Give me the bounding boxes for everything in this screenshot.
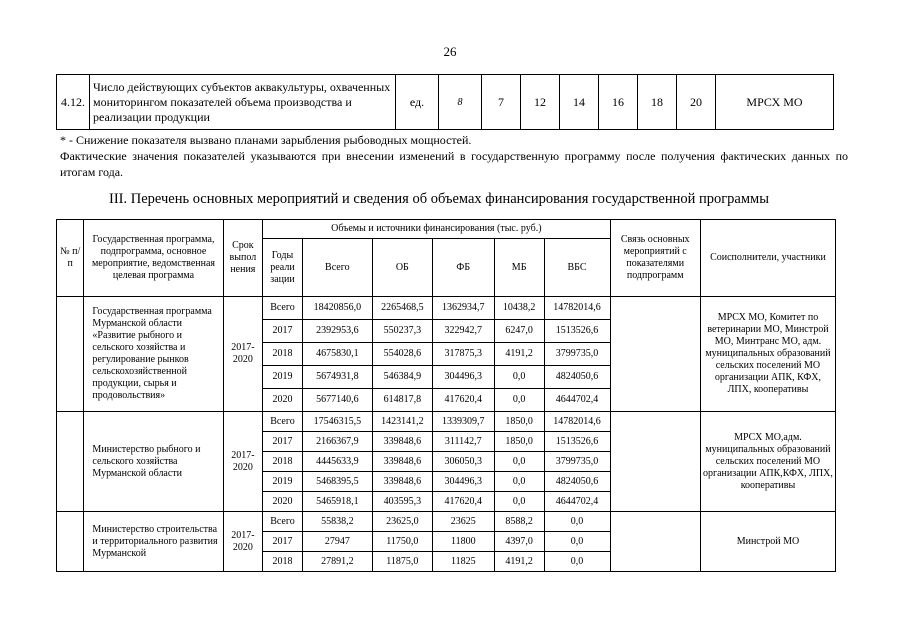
cell-total: 5468395,5 xyxy=(302,472,372,492)
cell-vbs: 0,0 xyxy=(544,512,610,532)
indicator-value: 7 xyxy=(482,75,521,130)
cell-fb: 304496,3 xyxy=(432,472,494,492)
page-number: 26 xyxy=(443,44,457,59)
cell-year: 2018 xyxy=(263,552,303,572)
block-term: 2017-2020 xyxy=(223,297,263,412)
cell-ob: 546384,9 xyxy=(372,366,432,389)
cell-vbs: 4824050,6 xyxy=(544,472,610,492)
cell-total: 2392953,6 xyxy=(302,320,372,343)
cell-fb: 11800 xyxy=(432,532,494,552)
cell-year: 2018 xyxy=(263,452,303,472)
cell-fb: 311142,7 xyxy=(432,432,494,452)
header-total: Всего xyxy=(302,239,372,297)
indicator-value: 20 xyxy=(677,75,716,130)
cell-vbs: 4824050,6 xyxy=(544,366,610,389)
header-fb: ФБ xyxy=(432,239,494,297)
block-name: Министерство строительства и территориального развития Мурманской xyxy=(84,512,223,572)
cell-fb: 306050,3 xyxy=(432,452,494,472)
table-row xyxy=(57,412,836,432)
indicator-unit: ед. xyxy=(396,75,439,130)
header-years: Годы реали зации xyxy=(263,239,303,297)
cell-fb: 23625 xyxy=(432,512,494,532)
cell-vbs: 1513526,6 xyxy=(544,320,610,343)
cell-fb: 417620,4 xyxy=(432,389,494,412)
cell-ob: 403595,3 xyxy=(372,492,432,512)
cell-total: 27947 xyxy=(302,532,372,552)
cell-ob: 11875,0 xyxy=(372,552,432,572)
cell-ob: 1423141,2 xyxy=(372,412,432,432)
cell-fb: 322942,7 xyxy=(432,320,494,343)
cell-vbs: 4644702,4 xyxy=(544,389,610,412)
cell-ob: 614817,8 xyxy=(372,389,432,412)
cell-total: 5674931,8 xyxy=(302,366,372,389)
cell-vbs: 3799735,0 xyxy=(544,452,610,472)
cell-mb: 8588,2 xyxy=(494,512,544,532)
row-number xyxy=(57,297,84,412)
cell-total: 18420856,0 xyxy=(302,297,372,320)
block-term: 2017-2020 xyxy=(223,512,263,572)
indicator-number: 4.12. xyxy=(57,75,90,130)
header-funding: Объемы и источники финансирования (тыс. руб.) xyxy=(263,220,610,239)
indicator-responsible: МРСХ МО xyxy=(716,75,834,130)
block-link xyxy=(610,297,700,412)
cell-vbs: 14782014,6 xyxy=(544,297,610,320)
cell-fb: 1362934,7 xyxy=(432,297,494,320)
cell-fb: 11825 xyxy=(432,552,494,572)
cell-fb: 304496,3 xyxy=(432,366,494,389)
block-link xyxy=(610,512,700,572)
footnote: * - Снижение показателя вызвано планами зарыбления рыбоводных мощностей. xyxy=(60,133,472,147)
indicator-value: 16 xyxy=(599,75,638,130)
header-num: № п/п xyxy=(57,220,84,297)
header-program: Государственная программа, подпрограмма, основное мероприятие, ведомственная целевая программа xyxy=(84,220,223,297)
cell-year: 2020 xyxy=(263,389,303,412)
cell-total: 27891,2 xyxy=(302,552,372,572)
cell-total: 5465918,1 xyxy=(302,492,372,512)
row-number xyxy=(57,412,84,512)
cell-ob: 339848,6 xyxy=(372,452,432,472)
cell-mb: 0,0 xyxy=(494,452,544,472)
cell-fb: 317875,3 xyxy=(432,343,494,366)
cell-mb: 1850,0 xyxy=(494,432,544,452)
indicator-row xyxy=(57,75,834,130)
cell-mb: 6247,0 xyxy=(494,320,544,343)
cell-ob: 11750,0 xyxy=(372,532,432,552)
cell-total: 5677140,6 xyxy=(302,389,372,412)
cell-year: Всего xyxy=(263,412,303,432)
cell-vbs: 4644702,4 xyxy=(544,492,610,512)
block-executors: МРСХ МО,адм. муниципальных образований сельских поселений МО организации АПК,КФХ, ЛПХ, кооперативы xyxy=(700,412,835,512)
cell-fb: 417620,4 xyxy=(432,492,494,512)
indicator-value: 12 xyxy=(521,75,560,130)
header-term: Срок выпол нения xyxy=(223,220,263,297)
cell-vbs: 1513526,6 xyxy=(544,432,610,452)
cell-ob: 23625,0 xyxy=(372,512,432,532)
cell-year: 2017 xyxy=(263,320,303,343)
indicator-name: Число действующих субъектов аквакультуры, охваченных мониторингом показателей объема производства и реализации продукции xyxy=(90,75,396,130)
cell-ob: 339848,6 xyxy=(372,472,432,492)
cell-year: Всего xyxy=(263,297,303,320)
block-executors: МРСХ МО, Комитет по ветеринарии МО, Минстрой МО, Минтранс МО, адм. муниципальных образований сельских поселений МО организации АПК, КФХ, ЛПХ, кооперативы xyxy=(700,297,835,412)
header-mb: МБ xyxy=(494,239,544,297)
cell-year: 2019 xyxy=(263,472,303,492)
cell-ob: 550237,3 xyxy=(372,320,432,343)
cell-mb: 4191,2 xyxy=(494,552,544,572)
header-link: Связь основных мероприятий с показателями подпрограмм xyxy=(610,220,700,297)
header-executors: Соисполнители, участники xyxy=(700,220,835,297)
cell-ob: 339848,6 xyxy=(372,432,432,452)
indicator-table xyxy=(56,74,834,130)
indicator-value: 14 xyxy=(560,75,599,130)
block-executors: Минстрой МО xyxy=(700,512,835,572)
indicator-mark: 8 xyxy=(439,75,482,130)
cell-total: 4675830,1 xyxy=(302,343,372,366)
cell-total: 17546315,5 xyxy=(302,412,372,432)
cell-mb: 10438,2 xyxy=(494,297,544,320)
cell-mb: 0,0 xyxy=(494,492,544,512)
cell-year: 2018 xyxy=(263,343,303,366)
cell-mb: 1850,0 xyxy=(494,412,544,432)
financing-table xyxy=(56,219,836,572)
table-row xyxy=(57,512,836,532)
cell-vbs: 3799735,0 xyxy=(544,343,610,366)
cell-vbs: 0,0 xyxy=(544,532,610,552)
block-name: Министерство рыбного и сельского хозяйства Мурманской области xyxy=(84,412,223,512)
block-link xyxy=(610,412,700,512)
cell-mb: 0,0 xyxy=(494,389,544,412)
cell-fb: 1339309,7 xyxy=(432,412,494,432)
indicator-value: 18 xyxy=(638,75,677,130)
cell-year: Всего xyxy=(263,512,303,532)
cell-vbs: 14782014,6 xyxy=(544,412,610,432)
cell-mb: 4397,0 xyxy=(494,532,544,552)
cell-ob: 2265468,5 xyxy=(372,297,432,320)
header-ob: ОБ xyxy=(372,239,432,297)
header-vbs: ВБС xyxy=(544,239,610,297)
cell-mb: 0,0 xyxy=(494,472,544,492)
cell-total: 2166367,9 xyxy=(302,432,372,452)
fact-note: Фактические значения показателей указываются при внесении изменений в государственную программу после получения фактических данных по итогам года. xyxy=(60,149,848,179)
block-name: Государственная программа Мурманской области «Развитие рыбного и сельского хозяйства и регулирование рынков сельскохозяйственной продукции, сырья и продовольствия» xyxy=(84,297,223,412)
table-row xyxy=(57,297,836,320)
cell-year: 2019 xyxy=(263,366,303,389)
cell-mb: 4191,2 xyxy=(494,343,544,366)
cell-total: 4445633,9 xyxy=(302,452,372,472)
cell-year: 2020 xyxy=(263,492,303,512)
cell-year: 2017 xyxy=(263,532,303,552)
cell-ob: 554028,6 xyxy=(372,343,432,366)
row-number xyxy=(57,512,84,572)
block-term: 2017-2020 xyxy=(223,412,263,512)
cell-total: 55838,2 xyxy=(302,512,372,532)
cell-year: 2017 xyxy=(263,432,303,452)
cell-vbs: 0,0 xyxy=(544,552,610,572)
cell-mb: 0,0 xyxy=(494,366,544,389)
section-title: III. Перечень основных мероприятий и сведения об объемах финансирования государственной программы xyxy=(109,191,769,207)
